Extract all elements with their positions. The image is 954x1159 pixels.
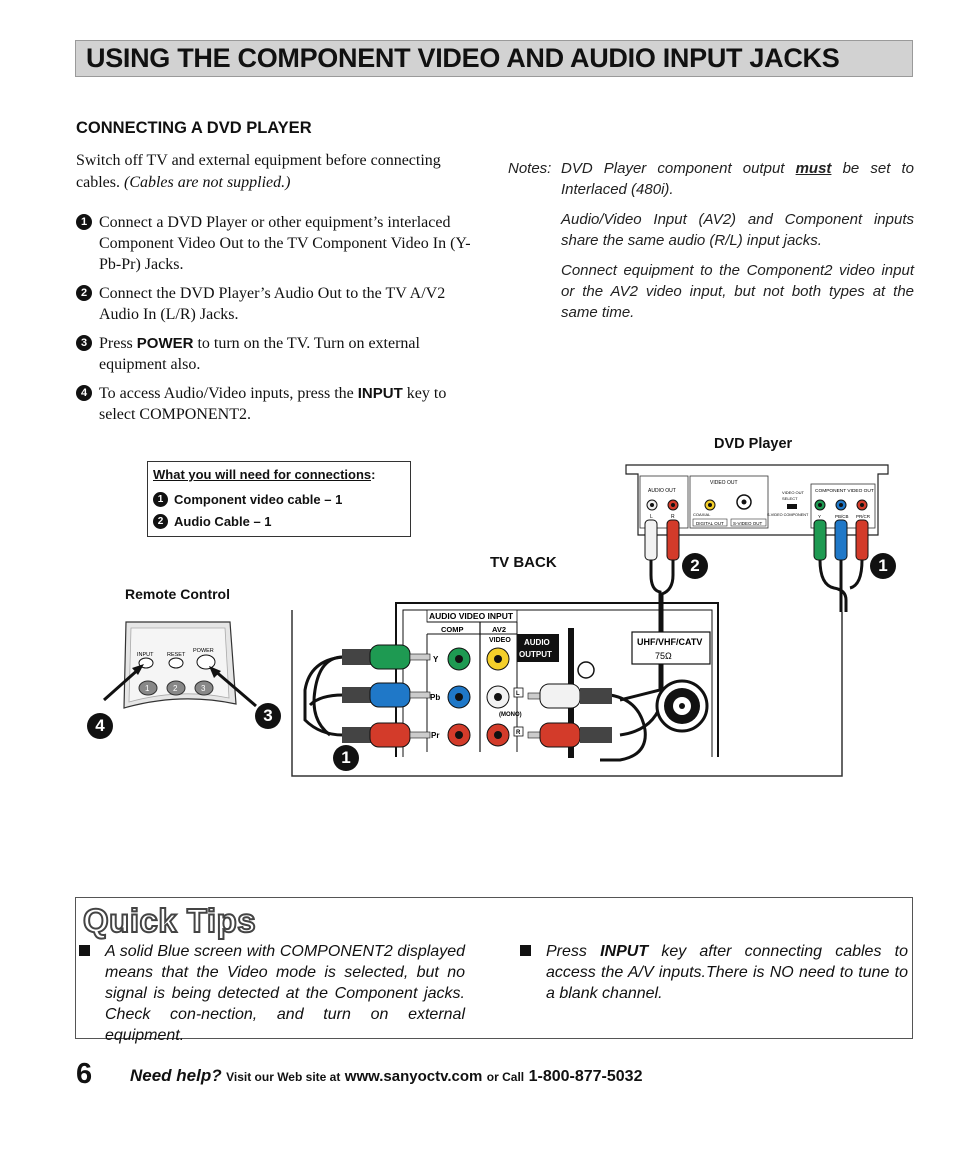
dvd-pb-label: PB/CB	[835, 514, 849, 519]
dvd-player-label: DVD Player	[714, 436, 793, 452]
page-title: USING THE COMPONENT VIDEO AND AUDIO INPUT JACKS	[86, 43, 840, 73]
step-number: 1	[76, 214, 92, 230]
dvd-r-label: R	[671, 514, 675, 520]
bullet-square-icon	[520, 945, 531, 956]
step-text: Connect the DVD Player’s Audio Out to the TV A/V2 Audio In (L/R) Jacks.	[99, 285, 446, 323]
tv-back-label: TV BACK	[490, 554, 557, 571]
quick-tip-2-post: key after connecting cables to access the A/V inputs.There is NO need to tune to a blank channel.	[546, 943, 908, 1002]
step-text-pre: Press	[99, 335, 133, 352]
requirements-colon: :	[371, 467, 376, 482]
dvd-svideo-out-label: S-VIDEO OUT	[733, 521, 763, 526]
requirements-heading-text: What you will need for connections	[153, 467, 372, 482]
requirement-number: 2	[153, 514, 168, 529]
note-1-post: be set to Interlaced (480i).	[561, 160, 914, 198]
note-1-pre: DVD Player component output	[561, 160, 785, 177]
visit-text: Visit our Web site at	[226, 1070, 341, 1084]
intro-note: (Cables are not supplied.)	[123, 174, 291, 191]
power-key-label: POWER	[136, 335, 194, 352]
dvd-y-label: Y	[818, 514, 822, 519]
remote-reset-label: RESET	[167, 652, 186, 658]
step-text: Connect a DVD Player or other equipment’s interlaced Component Video Out to the TV Component Video In (Y-Pb-Pr) Jacks.	[99, 214, 471, 273]
dvd-audio-out-label: AUDIO OUT	[648, 488, 676, 494]
step-number: 2	[76, 285, 92, 301]
dvd-svideo-component-label: S-VIDEO COMPONENT	[767, 513, 809, 517]
tv-audio-output-label-2: OUTPUT	[519, 650, 552, 659]
step-text-pre: To access Audio/Video inputs, press the	[99, 385, 354, 402]
dvd-coaxial-label: COAXIAL	[693, 512, 711, 517]
bullet-square-icon	[79, 945, 90, 956]
notes-label: Notes:	[508, 160, 552, 177]
requirement-number: 1	[153, 492, 168, 507]
digit-1-label: 1	[145, 684, 150, 693]
callout-1-dvd: 1	[870, 553, 896, 579]
tv-audio-video-input-label: AUDIO VIDEO INPUT	[429, 611, 514, 621]
tv-r-label: R	[516, 730, 521, 736]
note-1-must: must	[795, 160, 832, 177]
remote-control	[104, 622, 256, 708]
quick-tip-1	[105, 941, 465, 1046]
tv-mono-label: (MONO)	[499, 712, 522, 718]
dvd-l-label: L	[650, 514, 653, 520]
input-key-label: INPUT	[357, 385, 403, 402]
step-number: 3	[76, 335, 92, 351]
quick-tip-2-key: INPUT	[600, 943, 649, 960]
tv-l-label: L	[516, 691, 520, 697]
quick-tip-2	[546, 941, 908, 1004]
dvd-digital-out-label: DIGITAL OUT	[696, 521, 724, 526]
power-button[interactable]	[197, 655, 215, 669]
callout-1-tv: 1	[333, 745, 359, 771]
dvd-video-out-label: VIDEO OUT	[710, 480, 738, 486]
quick-tips-title: Quick Tips	[83, 902, 257, 939]
tv-ohm-label: 75Ω	[655, 651, 672, 661]
callout-3: 3	[255, 703, 281, 729]
note-2: Audio/Video Input (AV2) and Component inputs share the same audio (R/L) input jacks.	[561, 211, 914, 249]
need-help-text: Need help?	[130, 1066, 222, 1085]
dvd-video-out-select-2: SELECT	[782, 496, 798, 501]
tv-av2-label: AV2	[492, 625, 507, 634]
quick-tip-2-pre: Press	[546, 943, 587, 960]
quick-tip-1-text: A solid Blue screen with COMPONENT2 displayed means that the Video mode is selected, but no signal is being detected at the Component jacks. Check con-nection, and turn on external equipment.	[105, 943, 465, 1044]
dvd-player	[626, 465, 888, 535]
callout-4: 4	[87, 713, 113, 739]
tv-audio-output-label-1: AUDIO	[524, 638, 550, 647]
requirement-text: Component video cable – 1	[174, 492, 343, 507]
note-3: Connect equipment to the Component2 video input or the AV2 video input, but not both types at the same time.	[561, 262, 914, 321]
callout-2: 2	[682, 553, 708, 579]
remote-control-label: Remote Control	[125, 586, 230, 602]
reset-button[interactable]	[169, 658, 183, 668]
select-switch[interactable]	[787, 504, 797, 509]
dvd-video-out-select-1: VIDEO OUT	[782, 490, 805, 495]
tv-comp-label: COMP	[441, 625, 464, 634]
step-number: 4	[76, 385, 92, 401]
website-link[interactable]: www.sanyoctv.com	[344, 1068, 483, 1085]
dvd-component-out-label: COMPONENT VIDEO OUT	[815, 489, 874, 494]
tv-video-label: VIDEO	[489, 637, 511, 644]
tv-y-label: Y	[433, 655, 439, 664]
tv-uhf-label: UHF/VHF/CATV	[637, 637, 703, 647]
remote-input-label: INPUT	[137, 652, 154, 658]
page-number: 6	[76, 1058, 93, 1090]
digit-2-label: 2	[173, 684, 178, 693]
step-text-post: key to select COMPONENT2.	[99, 385, 447, 423]
or-call-text: or Call	[486, 1070, 525, 1084]
intro-text: Switch off TV and external equipment before connecting cables.	[76, 152, 441, 191]
step-text-post: to turn on the TV. Turn on external equipment also.	[99, 335, 420, 373]
tv-pb-label: Pb	[430, 693, 441, 702]
dvd-pr-label: PR/CR	[856, 514, 871, 519]
section-heading: CONNECTING A DVD PLAYER	[76, 119, 312, 137]
phone-number: 1-800-877-5032	[528, 1068, 643, 1085]
digit-3-label: 3	[201, 684, 206, 693]
tv-pr-label: Pr	[431, 731, 440, 740]
requirement-text: Audio Cable – 1	[174, 514, 272, 529]
footer-help	[130, 1066, 642, 1086]
remote-power-label: POWER	[193, 648, 214, 654]
